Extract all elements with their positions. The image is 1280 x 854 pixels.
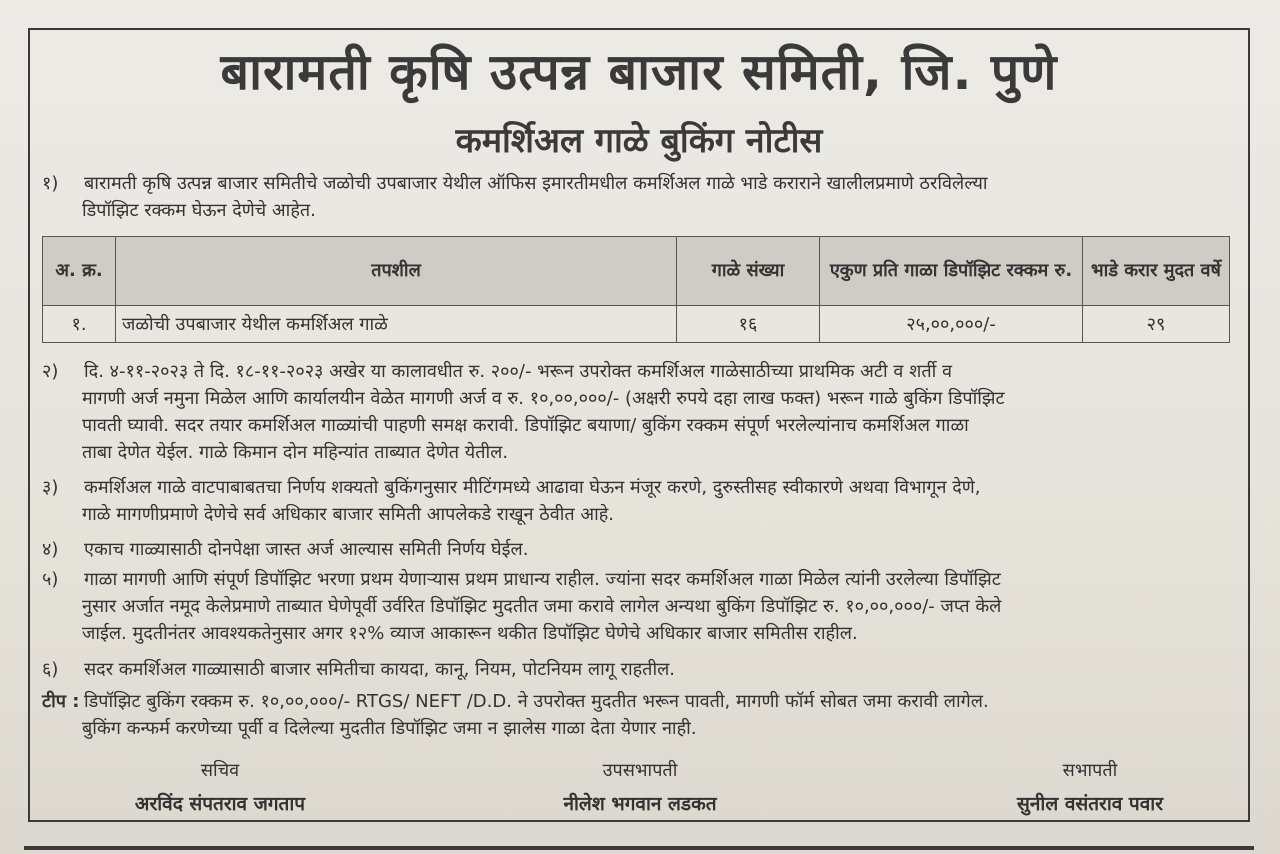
note-text: बुकिंग कन्फर्म करणेच्या पूर्वी व दिलेल्या मुदतीत डिपॉझिट जमा न झालेस गाळा देता येणार नाही. — [82, 718, 697, 739]
signatory-chairman — [960, 758, 1220, 816]
signatory-name: सुनील वसंतराव पवार — [1017, 793, 1163, 815]
signatory-name: अरविंद संपतराव जगताप — [134, 793, 306, 815]
cell-shop-count: १६ — [677, 306, 820, 343]
clause-4 — [42, 536, 528, 563]
clause-text: डिपॉझिट रक्कम घेऊन देणेचे आहेत. — [82, 200, 316, 221]
cell-serial: १. — [43, 306, 116, 343]
clause-1 — [42, 170, 988, 224]
deposit-table — [42, 236, 1230, 343]
note-label: टीप : — [42, 691, 80, 712]
clause-2 — [42, 358, 1005, 466]
note — [42, 688, 989, 742]
clause-text: नुसार अर्जात नमूद केलेप्रमाणे ताब्यात घेणेपूर्वी उर्वरित डिपॉझिट मुदतीत जमा करावे लागेल अन्यथा बुकिंग डिपॉझिट रु. १०,००,०००/- जप्त केले — [82, 596, 1002, 617]
clause-text: एकाच गाळ्यासाठी दोनपेक्षा जास्त अर्ज आल्यास समिती निर्णय घेईल. — [84, 539, 529, 560]
table-header-row — [43, 237, 1230, 306]
clause-number: ४) — [42, 539, 59, 560]
notice-box — [28, 28, 1250, 822]
header-deposit: एकुण प्रति गाळा डिपॉझिट रक्कम रु. — [820, 237, 1083, 306]
table-row — [43, 306, 1230, 343]
clause-text: दि. ४-११-२०२३ ते दि. १८-११-२०२३ अखेर या कालावधीत रु. २००/- भरून उपरोक्त कमर्शिअल गाळेसाठीच्या प्राथमिक अटी व शर्ती व — [84, 361, 952, 382]
clause-text: मागणी अर्ज नमुना मिळेल आणि कार्यालयीन वेळेत मागणी अर्ज व रु. १०,००,०००/- (अक्षरी रुपये दहा लाख फक्त) भरून गाळे बुकिंग डिपॉझिट — [82, 388, 1005, 409]
clause-text: गाळा मागणी आणि संपूर्ण डिपॉझिट भरणा प्रथम येणाऱ्यास प्रथम प्राधान्य राहील. ज्यांना सदर कमर्शिअल गाळा मिळेल त्यांनी उरलेल्या डिपॉझिट — [84, 569, 1001, 590]
header-lease-term: भाडे करार मुदत वर्षे — [1083, 237, 1230, 306]
clause-number: २) — [42, 361, 59, 382]
clause-text: गाळे मागणीप्रमाणे देणेचे सर्व अधिकार बाजार समिती आपलेकडे राखून ठेवीत आहे. — [82, 504, 615, 525]
clause-text: बारामती कृषि उत्पन्न बाजार समितीचे जळोची उपबाजार येथील ऑफिस इमारतीमधील कमर्शिअल गाळे भाडे कराराने खालीलप्रमाणे ठरविलेल्या — [84, 173, 988, 194]
page-divider — [24, 846, 1254, 850]
signatory-role: सचिव — [200, 760, 240, 781]
header-details: तपशील — [116, 237, 677, 306]
header-serial: अ. क्र. — [43, 237, 116, 306]
clause-number: ६) — [42, 659, 59, 680]
clause-3 — [42, 474, 980, 528]
clause-text: पावती घ्यावी. सदर तयार कमर्शिअल गाळ्यांची पाहणी समक्ष करावी. डिपॉझिट बयाणा/ बुकिंग रक्कम संपूर्ण भरलेल्यांनाच कमर्शिअल गाळा — [82, 415, 969, 436]
cell-lease-term: २९ — [1083, 306, 1230, 343]
notice-subtitle: कमर्शिअल गाळे बुकिंग नोटीस — [455, 121, 823, 161]
clause-text: सदर कमर्शिअल गाळ्यासाठी बाजार समितीचा कायदा, कानू, नियम, पोटनियम लागू राहतील. — [84, 659, 676, 680]
notice-title: बारामती कृषि उत्पन्न बाजार समिती, जि. पुणे — [220, 43, 1058, 101]
clause-text: ताबा देणेत येईल. गाळे किमान दोन महिन्यांत ताब्यात देणेत येतील. — [82, 442, 509, 463]
cell-details: जळोची उपबाजार येथील कमर्शिअल गाळे — [116, 306, 677, 343]
header-shop-count: गाळे संख्या — [677, 237, 820, 306]
clause-text: जाईल. मुदतीनंतर आवश्यकतेनुसार अगर १२% व्याज आकारून थकीत डिपॉझिट घेणेचे अधिकार बाजार समितीस राहील. — [82, 623, 858, 644]
signatory-secretary — [100, 758, 340, 816]
signatory-name: नीलेश भगवान लडकत — [563, 793, 717, 815]
note-text: डिपॉझिट बुकिंग रक्कम रु. १०,००,०००/- RTGS/ NEFT /D.D. ने उपरोक्त मुदतीत भरून पावती, मागणी फॉर्म सोबत जमा करावी लागेल. — [84, 691, 989, 712]
signatory-role: सभापती — [1062, 760, 1118, 781]
signatory-role: उपसभापती — [602, 760, 678, 781]
clause-number: ३) — [42, 477, 59, 498]
clause-text: कमर्शिअल गाळे वाटपाबाबतचा निर्णय शक्यतो बुकिंगनुसार मीटिंगमध्ये आढावा घेऊन मंजूर करणे, दुरुस्तीसह स्वीकारणे अथवा विभागून देणे, — [84, 477, 981, 498]
clause-number: १) — [42, 173, 59, 194]
cell-deposit: २५,००,०००/- — [820, 306, 1083, 343]
clause-5 — [42, 566, 1001, 647]
clause-number: ५) — [42, 569, 59, 590]
clause-6 — [42, 656, 675, 683]
signatory-vice-chairman — [510, 758, 770, 816]
